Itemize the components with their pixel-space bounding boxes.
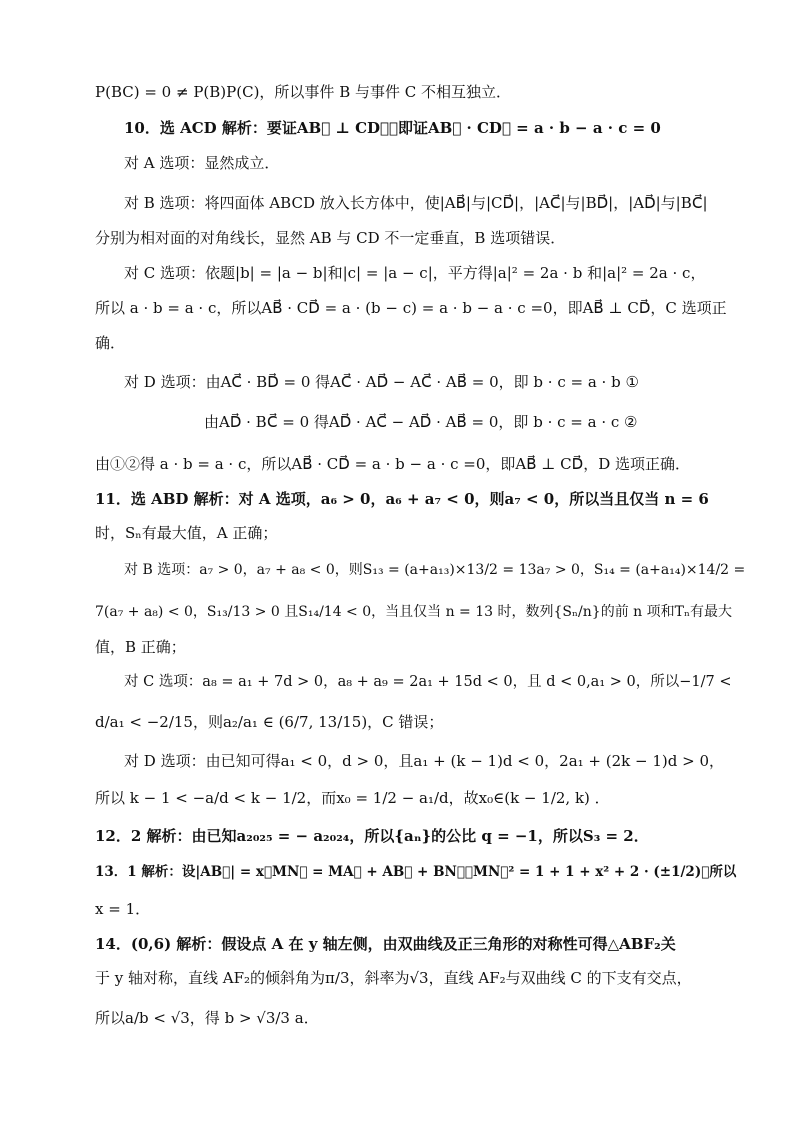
text-line: 对 D 选项：由AC⃗ · BD⃗ = 0 得AC⃗ · AD⃗ − AC⃗ · AB⃗ = 0，即 b · c = a · b ① — [124, 373, 639, 391]
text-line: 所以 a · b = a · c，所以AB⃗ · CD⃗ = a · (b − c) = a · b − a · c =0，即AB⃗ ⊥ CD⃗，C 选项正 — [95, 299, 727, 317]
text-line: 时，Sₙ有最大值，A 正确； — [95, 524, 278, 542]
text-line: x = 1． — [95, 900, 151, 918]
text-line: 由AD⃗ · BC⃗ = 0 得AD⃗ · AC⃗ − AD⃗ · AB⃗ = 0，即 b · c = a · c ② — [204, 413, 638, 431]
q13-heading: 13．1 解析：设|AB⃗| = x，MN⃗ = MA⃗ + AB⃗ + BN⃗，MN⃗² = 1 + 1 + x² + 2 · (±1/2)，所以 — [95, 864, 737, 880]
q10-heading: 10．选 ACD 解析：要证AB⃗ ⊥ CD⃗，即证AB⃗ · CD⃗ = a · b − a · c = 0 — [124, 119, 661, 137]
text-line: 于 y 轴对称，直线 AF₂的倾斜角为π/3，斜率为√3，直线 AF₂与双曲线 C 的下支有交点， — [95, 969, 692, 987]
q11-heading: 11．选 ABD 解析：对 A 选项，a₆ > 0，a₆ + a₇ < 0，则a₇ < 0，所以当且仅当 n = 6 — [95, 490, 709, 508]
text-line: 分别为相对面的对角线长，显然 AB 与 CD 不一定垂直，B 选项错误． — [95, 229, 566, 247]
text-line: 对 B 选项：a₇ > 0，a₇ + a₈ < 0，则S₁₃ = (a+a₁₃)×13/2 = 13a₇ > 0，S₁₄ = (a+a₁₄)×14/2 = — [124, 562, 746, 578]
text-line: 对 A 选项：显然成立． — [124, 154, 280, 172]
text-line: 对 C 选项：a₈ = a₁ + 7d > 0，a₈ + a₉ = 2a₁ + 15d < 0，且 d < 0,a₁ > 0，所以−1/7 < — [124, 674, 732, 690]
text-line: 由①②得 a · b = a · c，所以AB⃗ · CD⃗ = a · b − a · c =0，即AB⃗ ⊥ CD⃗，D 选项正确． — [95, 455, 690, 473]
text-line: 7(a₇ + a₈) < 0，S₁₃/13 > 0 且S₁₄/14 < 0，当且仅当 n = 13 时，数列{Sₙ/n}的前 n 项和Tₙ有最大 — [95, 604, 733, 620]
text-line: d/a₁ < −2/15，则a₂/a₁ ∈ (6/7, 13/15)，C 错误； — [95, 713, 444, 731]
text-line: 对 C 选项：依题|b| = |a − b|和|c| = |a − c|，平方得|a|² = 2a · b 和|a|² = 2a · c， — [124, 264, 706, 282]
q14-heading: 14．(0,6) 解析：假设点 A 在 y 轴左侧，由双曲线及正三角形的对称性可得△ABF₂关 — [95, 935, 676, 953]
text-line: 值，B 正确； — [95, 638, 186, 656]
text-line: 对 D 选项：由已知可得a₁ < 0，d > 0，且a₁ + (k − 1)d < 0，2a₁ + (2k − 1)d > 0， — [124, 752, 725, 770]
text-line: 所以 k − 1 < −a/d < k − 1/2，而x₀ = 1/2 − a₁/d，故x₀∈(k − 1/2, k) ． — [95, 789, 610, 807]
text-line: 对 B 选项：将四面体 ABCD 放入长方体中，使|AB⃗|与|CD⃗|，|AC⃗|与|BD⃗|，|AD⃗|与|BC⃗| — [124, 194, 708, 212]
text-line: 确． — [95, 334, 126, 352]
text-line: 所以a/b < √3，得 b > √3/3 a． — [95, 1009, 319, 1027]
text-line: P(BC) = 0 ≠ P(B)P(C)，所以事件 B 与事件 C 不相互独立． — [95, 83, 511, 101]
q12-heading: 12．2 解析：由已知a₂₀₂₅ = − a₂₀₂₄，所以{aₙ}的公比 q = −1，所以S₃ = 2． — [95, 827, 649, 845]
